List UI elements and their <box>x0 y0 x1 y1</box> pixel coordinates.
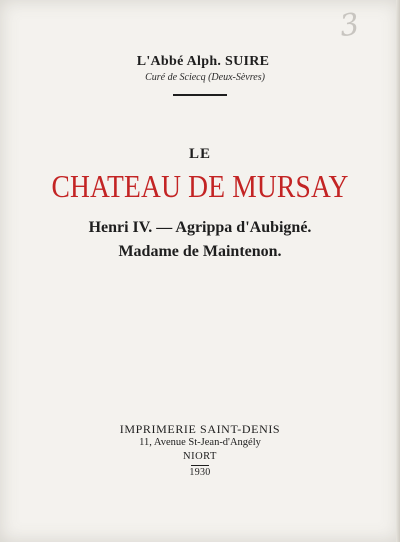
author-title: Curé de Sciecq (Deux-Sèvres) <box>145 72 265 83</box>
book-title: CHATEAU DE MURSAY <box>51 168 349 204</box>
author-name: L'Abbé Alph. SUIRE <box>136 54 270 69</box>
printer-address: 11, Avenue St-Jean-d'Angély <box>139 437 261 448</box>
printer-name: IMPRIMERIE SAINT-DENIS <box>119 422 281 436</box>
subtitle-line-1: Henri IV. — Agrippa d'Aubigné. <box>88 219 312 236</box>
cover-edge <box>396 0 400 542</box>
printer-city: NIORT <box>183 451 217 462</box>
publication-year: 1930 <box>189 467 211 478</box>
pencil-mark: 3 <box>337 6 362 45</box>
small-divider <box>191 465 209 466</box>
title-article: LE <box>188 146 211 162</box>
divider-rule <box>173 94 227 96</box>
subtitle-line-2: Madame de Maintenon. <box>118 243 282 260</box>
